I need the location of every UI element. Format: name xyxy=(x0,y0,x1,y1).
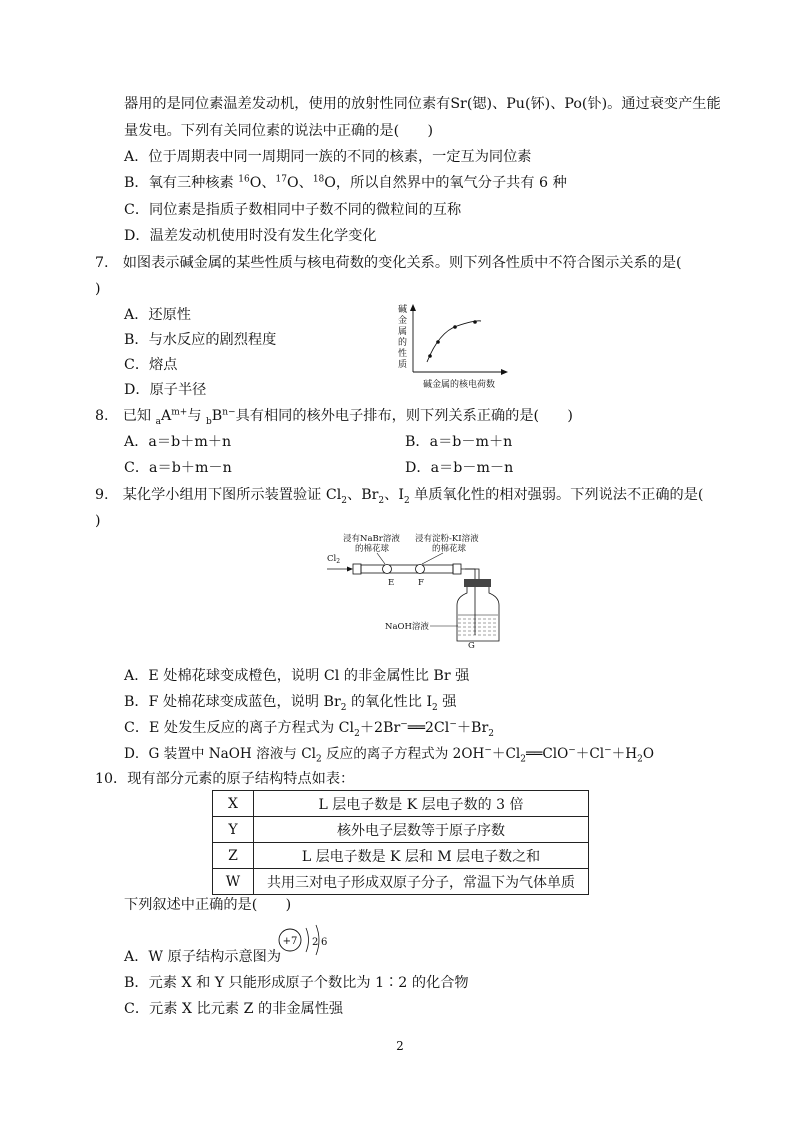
table-cell-element: Y xyxy=(213,817,254,843)
table-row xyxy=(213,843,589,869)
q9-wash-bottle xyxy=(457,587,499,641)
q10-shell-electrons: 6 xyxy=(321,937,328,948)
q9-option-a: A．E 处棉花球变成橙色，说明 Cl 的非金属性比 Br 强 xyxy=(124,668,470,684)
table-cell-description: L 层电子数是 K 层电子数的 3 倍 xyxy=(254,791,589,817)
q9-stem-line1: 9. 某化学小组用下图所示装置验证 $Cl_2$、$Br_2$、$I_2$ 单质氧化性的相对强弱。下列说法不正确的是( xyxy=(95,487,704,506)
q6-stem-line1: 器用的是同位素温差发动机，使用的放射性同位素有Sr(锶)、Pu(钚)、Po(钋)。通过衰变产生能 xyxy=(124,96,721,112)
q6-option-a: A．位于周期表中同一周期同一族的不同的核素，一定互为同位素 xyxy=(124,149,532,165)
q9-option-c: C．E 处发生反应的离子方程式为 $Cl_2+2Br^-══2Cl^-+Br_2$ xyxy=(124,719,494,739)
q9-label-g: G xyxy=(468,641,475,651)
table-cell-description: 共用三对电子形成双原子分子，常温下为气体单质 xyxy=(254,869,589,895)
q7-option-b: B．与水反应的剧烈程度 xyxy=(124,332,277,348)
table-row xyxy=(213,869,589,895)
q7-stem-line2: ) xyxy=(95,281,101,297)
q9-label-e: E xyxy=(388,578,395,588)
q9-bottle-cap xyxy=(464,579,491,587)
q7-x-arrow xyxy=(501,369,508,375)
q7-point xyxy=(473,320,477,324)
q9-cotton-ball-e xyxy=(383,565,392,574)
q9-label-cl2: $Cl_2$ xyxy=(327,554,341,565)
page-number: 2 xyxy=(396,1039,404,1053)
q10-nucleus-charge: +7 xyxy=(282,936,298,947)
q9-stem-line2: ) xyxy=(95,513,101,529)
q6-option-d: D．温差发动机使用时没有发生化学变化 xyxy=(124,228,377,244)
q7-xlabel: 碱金属的核电荷数 xyxy=(423,380,496,390)
q8-stem: 8. 已知 $_aA^{m+}$与 $_bB^{n-}$具有相同的核外电子排布，则下列关系正确的是( ) xyxy=(95,407,573,427)
q9-label-f: F xyxy=(418,578,424,588)
q7-option-d: D．原子半径 xyxy=(124,382,207,398)
q6-option-b: B．氧有三种核素 $^{16}$O、$^{17}$O、$^{18}$O，所以自然界中的氧气分子共有 6 种 xyxy=(124,174,567,191)
q10-shell-electrons: 2 xyxy=(312,937,319,948)
q7-point xyxy=(453,325,457,329)
q9-apparatus-diagram xyxy=(325,531,510,652)
q7-point xyxy=(436,340,440,344)
q7-ylabel-char: 碱 xyxy=(398,305,408,315)
q7-ylabel-char: 属 xyxy=(398,327,408,337)
q7-curve-graph xyxy=(393,302,513,394)
table-cell-description: 核外电子层数等于原子序数 xyxy=(254,817,589,843)
q9-leader-f xyxy=(422,553,443,564)
q6-stem-line2: 量发电。下列有关同位素的说法中正确的是( ) xyxy=(124,123,434,139)
q7-y-arrow xyxy=(410,304,416,311)
q9-stopper-left xyxy=(353,564,361,574)
q7-point xyxy=(428,354,432,358)
q8-option-a: A．a＝b＋m＋n xyxy=(124,434,232,450)
q9-label-nabr-ball: 的棉花球 xyxy=(355,544,390,554)
q7-option-a: A．还原性 xyxy=(124,307,191,323)
table-cell-description: L 层电子数是 K 层和 M 层电子数之和 xyxy=(254,843,589,869)
q7-stem-line1: 7. 如图表示碱金属的某些性质与核电荷数的变化关系。则下列各性质中不符合图示关系的是( xyxy=(95,255,682,271)
table-cell-element: X xyxy=(213,791,254,817)
q7-ylabel-char: 质 xyxy=(398,360,408,370)
q9-stopper-right xyxy=(453,564,461,574)
q6-option-c: C．同位素是指质子数相同中子数不同的微粒间的互称 xyxy=(124,202,462,218)
table-cell-element: W xyxy=(213,869,254,895)
q10-option-b: B．元素 X 和 Y 只能形成原子个数比为 1∶2 的化合物 xyxy=(124,975,469,991)
q9-option-d: D．G 装置中 NaOH 溶液与 $Cl_2$ 反应的离子方程式为 $2OH^-+Cl_2══ClO^-+Cl^-+H_2O$ xyxy=(124,745,654,765)
q10-question: 下列叙述中正确的是( ) xyxy=(124,897,292,913)
q7-ylabel-char: 金 xyxy=(398,316,408,326)
q9-label-ki-ball: 的棉花球 xyxy=(432,544,467,554)
q7-ylabel-char: 性 xyxy=(398,349,408,359)
q7-option-c: C．熔点 xyxy=(124,357,178,373)
table-cell-element: Z xyxy=(213,843,254,869)
q10-option-a: A．W 原子结构示意图为 xyxy=(124,949,282,965)
q9-option-b: B．F 处棉花球变成蓝色，说明 $Br_2$ 的氧化性比 $I_2$ 强 xyxy=(124,694,457,713)
q9-glass-tube xyxy=(361,565,453,573)
table-row xyxy=(213,817,589,843)
q9-label-naoh: NaOH溶液 xyxy=(385,622,429,632)
q10-element-table xyxy=(212,790,589,895)
q10-atomic-structure-diagram xyxy=(275,920,335,956)
q10-stem: 10．现有部分元素的原子结构特点如表： xyxy=(95,771,355,787)
q7-ylabel-char: 的 xyxy=(398,338,408,348)
q9-leader-e xyxy=(377,553,385,564)
q9-label-ki: 浸有淀粉-KI溶液 xyxy=(415,534,479,544)
q9-label-nabr: 浸有NaBr溶液 xyxy=(343,534,400,544)
q8-option-b: B．a＝b－m＋n xyxy=(405,434,513,450)
table-row xyxy=(213,791,589,817)
q8-option-c: C．a＝b＋m－n xyxy=(124,460,232,476)
q9-cotton-ball-f xyxy=(416,565,425,574)
q10-shell-arc xyxy=(306,928,309,952)
q9-inlet-tube xyxy=(465,569,475,635)
q10-option-c: C．元素 X 比元素 Z 的非金属性强 xyxy=(124,1001,344,1017)
q9-gas-arrowhead xyxy=(347,567,353,572)
q8-option-d: D．a＝b－m－n xyxy=(405,460,514,476)
